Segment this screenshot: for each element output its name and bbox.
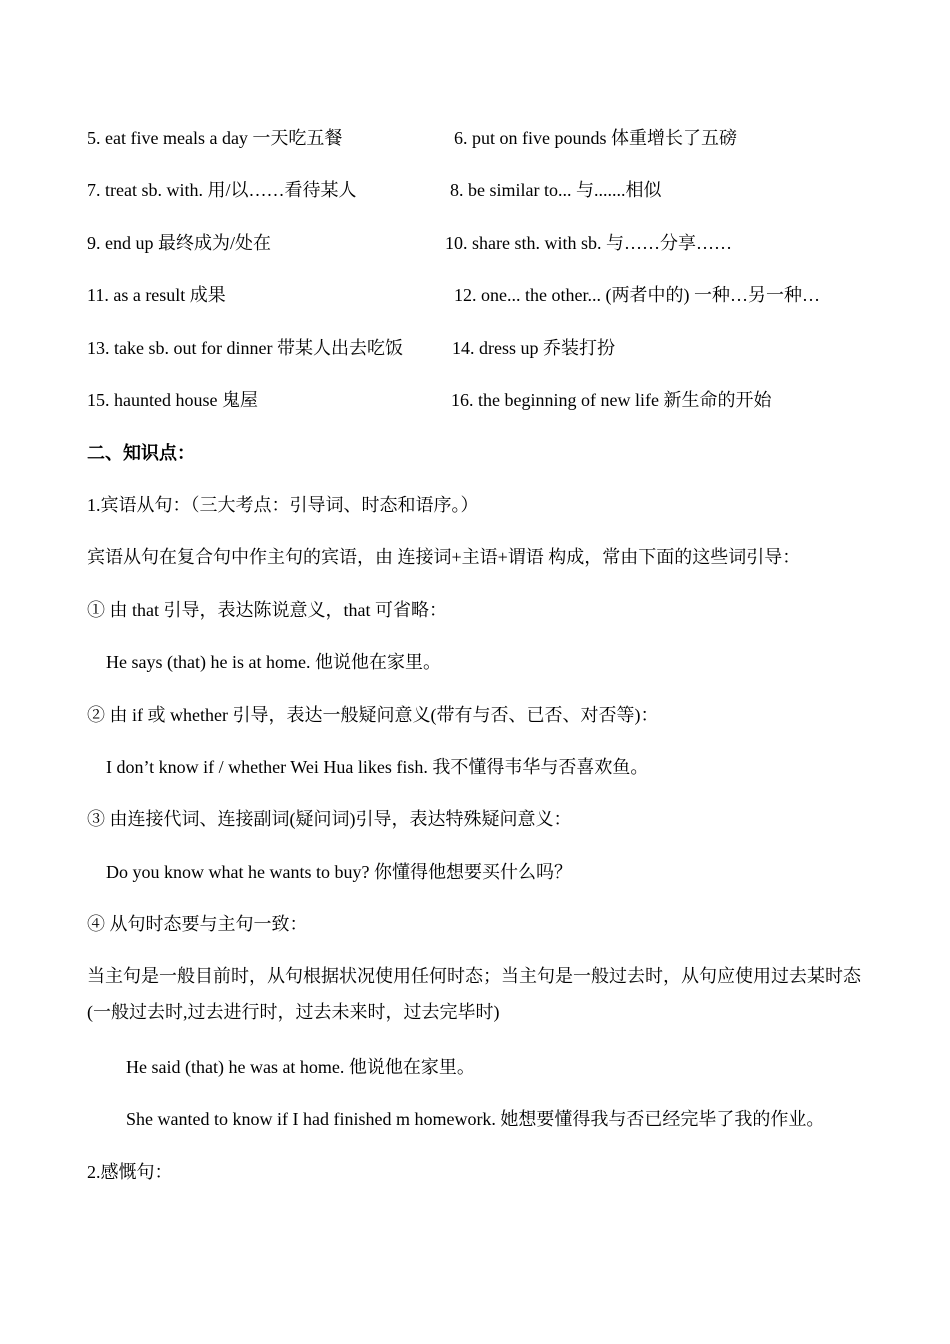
phrase-row — [87, 336, 887, 360]
phrase-item: 14. dress up 乔装打扮 — [452, 338, 615, 358]
phrase-row — [87, 178, 887, 202]
point2-title: 2.感慨句： — [87, 1162, 173, 1182]
point1-title: 1.宾语从句：（三大考点：引导词、时态和语序。） — [87, 495, 479, 515]
phrase-row — [87, 283, 887, 307]
phrase-item: 8. be similar to... 与.......相似 — [450, 180, 662, 200]
rule-wh-words: ③ 由连接代词、连接副词(疑问词)引导，表达特殊疑问意义： — [87, 809, 572, 829]
point1-intro: 宾语从句在复合句中作主句的宾语，由 连接词+主语+谓语 构成，常由下面的这些词引导： — [87, 547, 801, 567]
example-sentence: He said (that) he was at home. 他说他在家里。 — [126, 1057, 475, 1077]
phrase-item: 5. eat five meals a day 一天吃五餐 — [87, 128, 343, 148]
phrase-item: 7. treat sb. with. 用/以……看待某人 — [87, 180, 357, 200]
example-sentence: I don’t know if / whether Wei Hua likes fish. 我不懂得韦华与否喜欢鱼。 — [106, 757, 649, 777]
phrase-item: 6. put on five pounds 体重增长了五磅 — [454, 128, 737, 148]
rule-that: ① 由 that 引导，表达陈说意义，that 可省略： — [87, 600, 447, 620]
section-title: 二、知识点： — [87, 443, 195, 463]
example-sentence: He says (that) he is at home. 他说他在家里。 — [106, 652, 441, 672]
example-sentence: She wanted to know if I had finished m homework. 她想要懂得我与否已经完毕了我的作业。 — [126, 1109, 825, 1129]
phrase-item: 16. the beginning of new life 新生命的开始 — [451, 390, 772, 410]
rule-if-whether: ② 由 if 或 whether 引导，表达一般疑问意义(带有与否、已否、对否等)： — [87, 705, 659, 725]
phrase-row — [87, 388, 887, 412]
rule-tense: ④ 从句时态要与主句一致： — [87, 914, 308, 934]
phrase-item: 12. one... the other... (两者中的) 一种…另一种… — [454, 285, 820, 305]
phrase-row — [87, 126, 887, 150]
phrase-item: 10. share sth. with sb. 与……分享…… — [445, 233, 732, 253]
phrase-item: 13. take sb. out for dinner 带某人出去吃饭 — [87, 338, 403, 358]
phrase-row — [87, 231, 887, 255]
tense-note: 当主句是一般目前时，从句根据状况使用任何时态；当主句是一般过去时，从句应使用过去某时态(一般过去时,过去进行时，过去未来时，过去完毕时) — [87, 966, 861, 1022]
example-sentence: Do you know what he wants to buy? 你懂得他想要买什么吗？ — [106, 862, 572, 882]
phrase-item: 11. as a result 成果 — [87, 285, 226, 305]
phrase-item: 15. haunted house 鬼屋 — [87, 390, 258, 410]
phrase-item: 9. end up 最终成为/处在 — [87, 233, 271, 253]
